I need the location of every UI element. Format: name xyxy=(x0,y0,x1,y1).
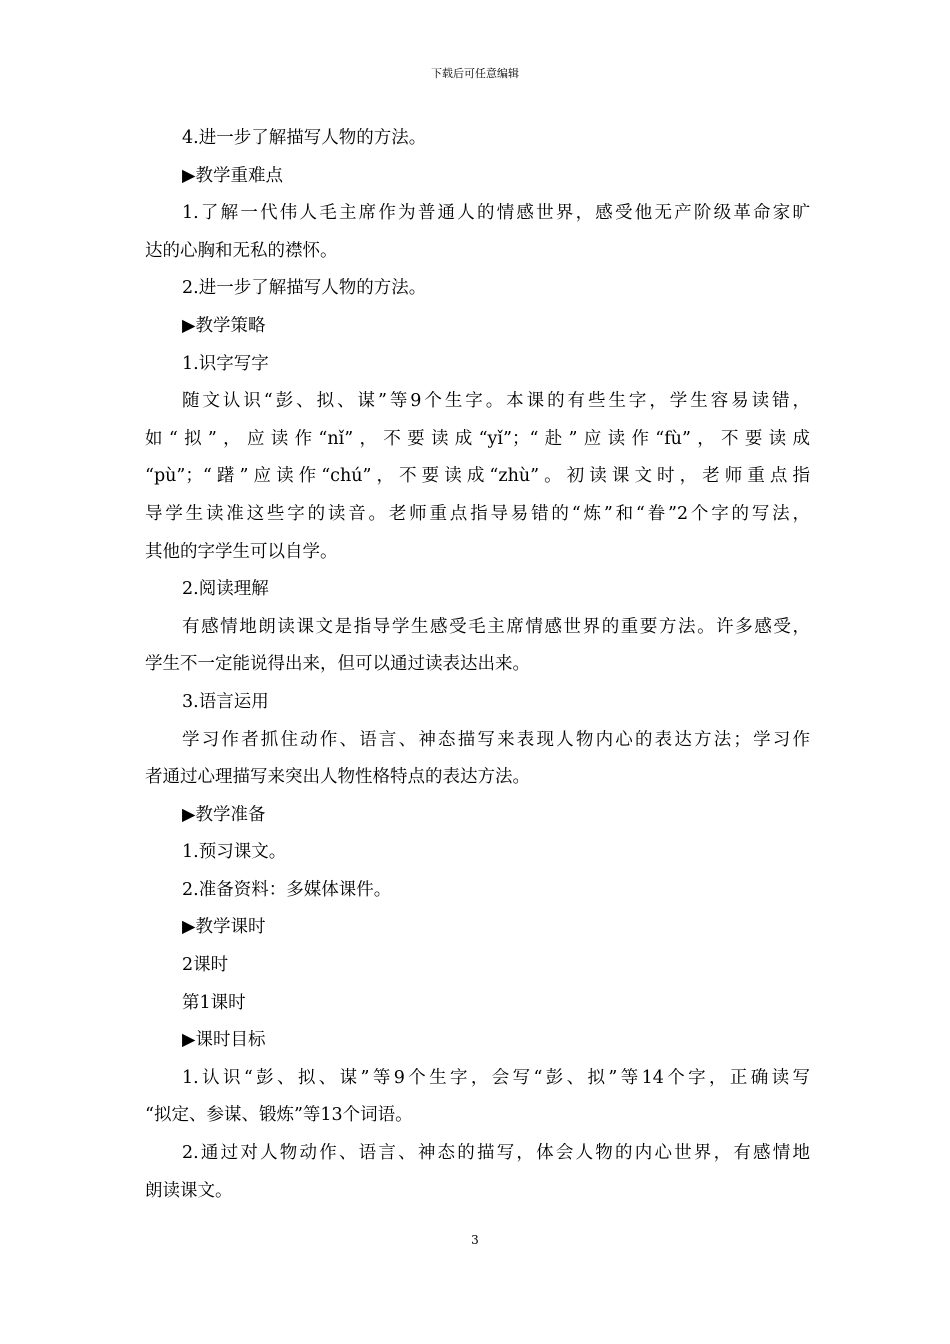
text-line: ▶教学课时 xyxy=(182,917,266,938)
text-line: “拟定、参谋、锻炼”等13个词语。 xyxy=(145,1105,413,1126)
text-line: 导学生读准这些字的读音。老师重点指导易错的“炼”和“眷”2个字的写法， xyxy=(145,503,810,524)
section-heading xyxy=(145,797,810,835)
text-line: 学习作者抓住动作、语言、神态描写来表现人物内心的表达方法；学习作 xyxy=(182,729,810,750)
text-line: 如“拟”，应读作“nǐ”，不要读成“yǐ”；“赴”应读作“fù”，不要读成 xyxy=(145,428,810,449)
text-line: 2.准备资料：多媒体课件。 xyxy=(182,879,392,900)
page-footer xyxy=(0,1232,950,1248)
list-item xyxy=(145,1060,810,1135)
text-line: 1.预习课文。 xyxy=(182,842,287,863)
header-text: 下载后可任意编辑 xyxy=(431,67,519,80)
text-line: 第1课时 xyxy=(182,992,246,1013)
text-line: 有感情地朗读课文是指导学生感受毛主席情感世界的重要方法。许多感受， xyxy=(182,616,810,637)
text-line: ▶教学策略 xyxy=(182,315,266,336)
page-number: 3 xyxy=(471,1233,479,1247)
paragraph xyxy=(145,609,810,684)
paragraph xyxy=(145,270,810,308)
list-item xyxy=(145,872,810,910)
text-line: 者通过心理描写来突出人物性格特点的表达方法。 xyxy=(145,767,530,788)
text-line: ▶教学准备 xyxy=(182,804,266,825)
subheading xyxy=(145,346,810,384)
paragraph xyxy=(145,947,810,985)
text-line: ▶教学重难点 xyxy=(182,165,283,186)
paragraph xyxy=(145,383,810,571)
text-line: 4.进一步了解描写人物的方法。 xyxy=(182,128,427,148)
text-line: 其他的字学生可以自学。 xyxy=(145,541,338,562)
text-line: 2.通过对人物动作、语言、神态的描写，体会人物的内心世界，有感情地 xyxy=(182,1143,810,1164)
section-heading xyxy=(145,909,810,947)
paragraph xyxy=(145,195,810,270)
text-line: 1.识字写字 xyxy=(182,353,269,374)
text-line: ▶课时目标 xyxy=(182,1030,266,1051)
section-heading xyxy=(145,158,810,196)
section-heading xyxy=(145,1022,810,1060)
text-line: 2.阅读理解 xyxy=(182,579,269,600)
list-item xyxy=(145,1135,810,1210)
text-line: 3.语言运用 xyxy=(182,691,269,712)
text-line: “pù”；“躇”应读作“chú”，不要读成“zhù”。初读课文时，老师重点指 xyxy=(145,466,810,487)
text-line: 学生不一定能说得出来，但可以通过读表达出来。 xyxy=(145,654,530,675)
section-heading xyxy=(145,308,810,346)
document-body xyxy=(145,120,810,1210)
page-header xyxy=(0,66,950,82)
text-line: 1.认识“彭、拟、谋”等9个生字，会写“彭、拟”等14个字，正确读写 xyxy=(182,1067,810,1088)
text-line: 2.进一步了解描写人物的方法。 xyxy=(182,278,427,299)
subheading xyxy=(145,684,810,722)
subheading xyxy=(145,571,810,609)
text-line: 达的心胸和无私的襟怀。 xyxy=(145,240,338,261)
paragraph xyxy=(145,722,810,797)
text-line: 朗读课文。 xyxy=(145,1180,233,1201)
text-line: 1.了解一代伟人毛主席作为普通人的情感世界，感受他无产阶级革命家旷 xyxy=(182,203,810,224)
paragraph xyxy=(145,120,810,158)
text-line: 随文认识“彭、拟、谋”等9个生字。本课的有些生字，学生容易读错， xyxy=(182,391,810,412)
paragraph xyxy=(145,985,810,1023)
list-item xyxy=(145,834,810,872)
text-line: 2课时 xyxy=(182,955,229,976)
